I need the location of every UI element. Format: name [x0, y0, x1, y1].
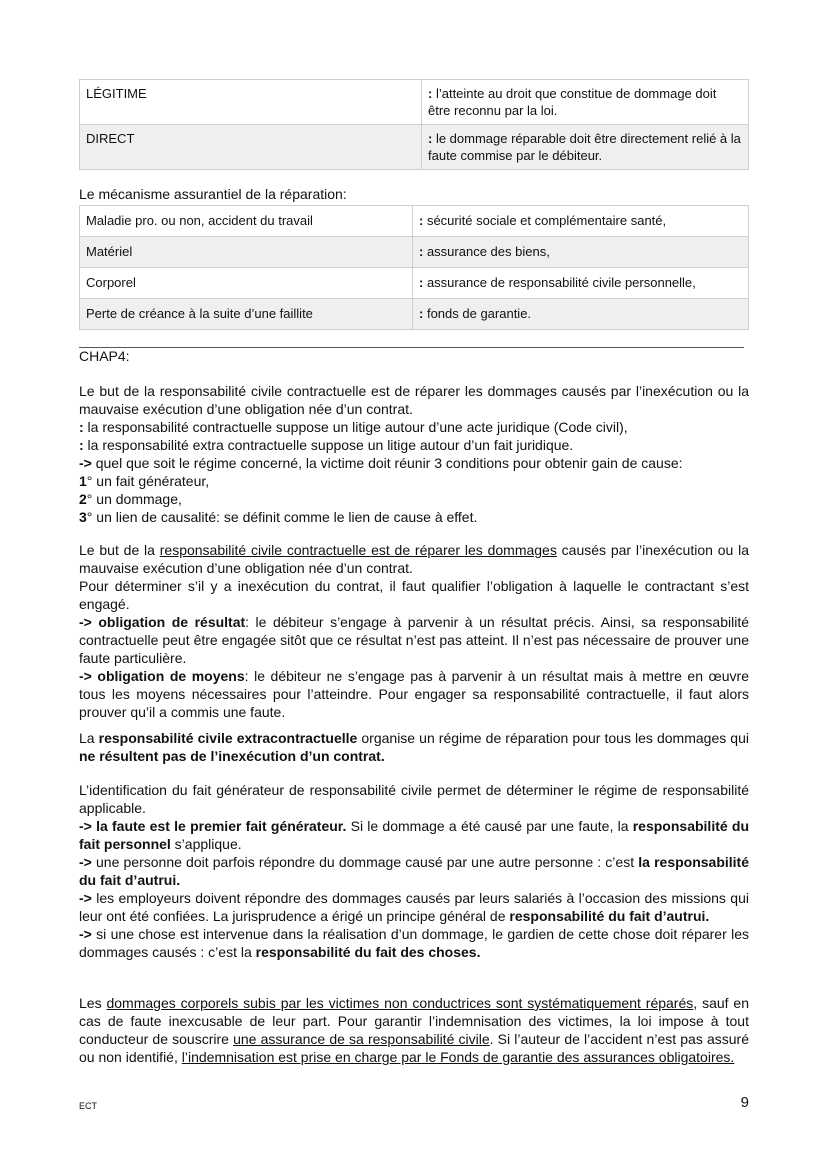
list-item-text: la responsabilité contractuelle suppose un litige autour d’une acte juridique (Code civil),: [83, 419, 628, 435]
definition-cell: [413, 237, 749, 268]
section-caption: Le mécanisme assurantiel de la réparation:: [79, 186, 347, 202]
underlined-text: dommages corporels subis par les victimes non conductrices sont systématiquement réparés: [106, 995, 694, 1011]
bold-term: responsabilité civile extracontractuelle: [98, 730, 358, 746]
paragraph: [79, 541, 749, 577]
paragraph-text: : le débiteur ne s’engage pas à parvenir à un résultat mais à mettre en œuvre tous les moyens nécessaires pour l’atteindre. Pour engager sa responsabilité contractuelle, il faut alors prouver qu’il a commis une faute.: [79, 668, 749, 720]
colon: :: [419, 306, 424, 321]
paragraph-text: organise un régime de réparation pour tous les dommages qui: [357, 730, 749, 746]
paragraph-text: les employeurs doivent répondre des dommages causés par leurs salariés à l’occasion des missions qui leur ont été confiées. La jurisprudence a érigé un principe général de: [79, 890, 749, 924]
term-text: Corporel: [86, 275, 136, 290]
definition-cell: [422, 80, 749, 125]
paragraph: [79, 853, 749, 889]
paragraph: [79, 577, 749, 613]
definition-text: assurance de responsabilité civile personnelle,: [423, 275, 696, 290]
paragraph-text: s’applique.: [170, 836, 242, 852]
list-item-text: quel que soit le régime concerné, la victime doit réunir 3 conditions pour obtenir gain de cause:: [91, 455, 683, 471]
bold-term: responsabilité du fait des choses.: [255, 944, 481, 960]
section-extracontractual: [79, 729, 749, 765]
colon: :: [419, 244, 424, 259]
number-marker: 1: [79, 473, 87, 489]
paragraph-text: Si le dommage a été causé par une faute, la: [346, 818, 633, 834]
colon: :: [419, 213, 424, 228]
term-cell: [80, 268, 413, 299]
definition-text: sécurité sociale et complémentaire santé,: [423, 213, 667, 228]
horizontal-rule: [79, 347, 744, 348]
definition-text: assurance des biens,: [423, 244, 550, 259]
section-obligations: [79, 541, 749, 721]
arrow-marker: ->: [79, 890, 92, 906]
table-row: [80, 299, 749, 330]
arrow-marker: ->: [79, 455, 92, 471]
paragraph: [79, 781, 749, 817]
list-item: [79, 472, 749, 490]
number-marker: 2: [79, 491, 87, 507]
paragraph-text: , sauf en cas de faute inexcusable de leur part. Pour garantir l’indemnisation des victimes, la loi impose à tout conducteur de souscrire: [79, 995, 750, 1047]
definition-text: le dommage réparable doit être directement relié à la faute commise par le débiteur.: [428, 131, 741, 163]
definition-cell: [413, 268, 749, 299]
underlined-text: une assurance de sa responsabilité civile: [233, 1031, 490, 1047]
paragraph-text: . Si l’auteur de l’accident n’est pas assuré ou non identifié,: [79, 1031, 749, 1065]
paragraph-text: : le débiteur s’engage à parvenir à un résultat précis. Ainsi, sa responsabilité contractuelle peut être engagée sitôt que ce résultat n’est pas atteint. Il n’est pas nécessaire de prouver une faute particulière.: [79, 614, 749, 666]
bold-term: ne résultent pas de l’inexécution d’un contrat.: [79, 748, 385, 764]
definition-text: fonds de garantie.: [423, 306, 532, 321]
table-row: [80, 80, 749, 125]
paragraph: [79, 729, 749, 765]
bullet-marker: :: [79, 437, 84, 453]
bold-term: la responsabilité du fait d’autrui.: [79, 854, 749, 888]
colon: :: [428, 86, 433, 101]
underlined-text: l’indemnisation est prise en charge par le Fonds de garantie des assurances obligatoires.: [181, 1049, 735, 1065]
table-row: [80, 268, 749, 299]
paragraph: [79, 613, 749, 667]
definition-cell: [422, 125, 749, 170]
section-fait-generateur: [79, 781, 749, 961]
bold-term: responsabilité du fait personnel: [79, 818, 749, 852]
term-text: DIRECT: [86, 131, 135, 146]
section-dommages-corporels: [79, 994, 749, 1066]
paragraph-text: Les: [79, 995, 107, 1011]
colon: :: [419, 275, 424, 290]
number-marker: 3: [79, 509, 87, 525]
list-item-text: ° un dommage,: [86, 491, 182, 507]
paragraph-text: La: [79, 730, 99, 746]
term-text: Perte de créance à la suite d’une faillite: [86, 306, 313, 321]
insurance-table: [79, 205, 749, 330]
section-contractual: [79, 382, 749, 526]
bold-term: -> la faute est le premier fait générateur.: [79, 818, 347, 834]
list-item-text: la responsabilité extra contractuelle suppose un litige autour d’un fait juridique.: [83, 437, 574, 453]
term-cell: [80, 80, 422, 125]
paragraph: [79, 889, 749, 925]
paragraph-text: Le but de la: [79, 542, 160, 558]
arrow-marker: ->: [79, 926, 92, 942]
paragraph-text: Le but de la responsabilité civile contractuelle est de réparer les dommages causés par l’inexécution ou la mauvaise exécution d’une obligation née d’un contrat.: [79, 383, 749, 417]
table-row: [80, 125, 749, 170]
bold-term: -> obligation de moyens: [79, 668, 245, 684]
list-item-text: ° un fait générateur,: [86, 473, 210, 489]
footer-label: ECT: [79, 1101, 97, 1111]
list-item-text: ° un lien de causalité: se définit comme le lien de cause à effet.: [86, 509, 478, 525]
definition-text: l’atteinte au droit que constitue de dommage doit être reconnu par la loi.: [428, 86, 717, 118]
list-item: [79, 508, 749, 526]
paragraph-text: causés par l’inexécution ou la mauvaise exécution d’une obligation née d’un contrat.: [79, 542, 750, 576]
underlined-text: responsabilité civile contractuelle est de réparer les dommages: [159, 542, 557, 558]
paragraph-text: si une chose est intervenue dans la réalisation d’un dommage, le gardien de cette chose doit réparer les dommages causés : c’est la: [79, 926, 749, 960]
term-cell: [80, 299, 413, 330]
list-item: [79, 454, 749, 472]
bold-term: -> obligation de résultat: [79, 614, 246, 630]
paragraph-text: Pour déterminer s’il y a inexécution du contrat, il faut qualifier l’obligation à laquelle le contractant s’est engagé.: [79, 578, 749, 612]
paragraph-text: une personne doit parfois répondre du dommage causé par une autre personne : c’est: [91, 854, 639, 870]
criteria-table: [79, 79, 749, 170]
paragraph: [79, 994, 749, 1066]
definition-cell: [413, 206, 749, 237]
page-number: 9: [740, 1094, 749, 1111]
colon: :: [428, 131, 433, 146]
list-item: [79, 436, 749, 454]
term-text: Matériel: [86, 244, 133, 259]
term-cell: [80, 237, 413, 268]
paragraph: [79, 925, 749, 961]
term-text: LÉGITIME: [86, 86, 147, 101]
table-row: [80, 237, 749, 268]
list-item: [79, 490, 749, 508]
term-cell: [80, 206, 413, 237]
term-text: Maladie pro. ou non, accident du travail: [86, 213, 313, 228]
paragraph: [79, 667, 749, 721]
term-cell: [80, 125, 422, 170]
arrow-marker: ->: [79, 854, 92, 870]
bullet-marker: :: [79, 419, 84, 435]
definition-cell: [413, 299, 749, 330]
chapter-heading: CHAP4:: [79, 348, 130, 364]
list-item: [79, 418, 749, 436]
paragraph-text: L’identification du fait générateur de responsabilité civile permet de déterminer le régime de responsabilité applicable.: [79, 782, 749, 816]
paragraph: [79, 817, 749, 853]
paragraph: [79, 382, 749, 418]
table-row: [80, 206, 749, 237]
bold-term: responsabilité du fait d’autrui.: [509, 908, 710, 924]
